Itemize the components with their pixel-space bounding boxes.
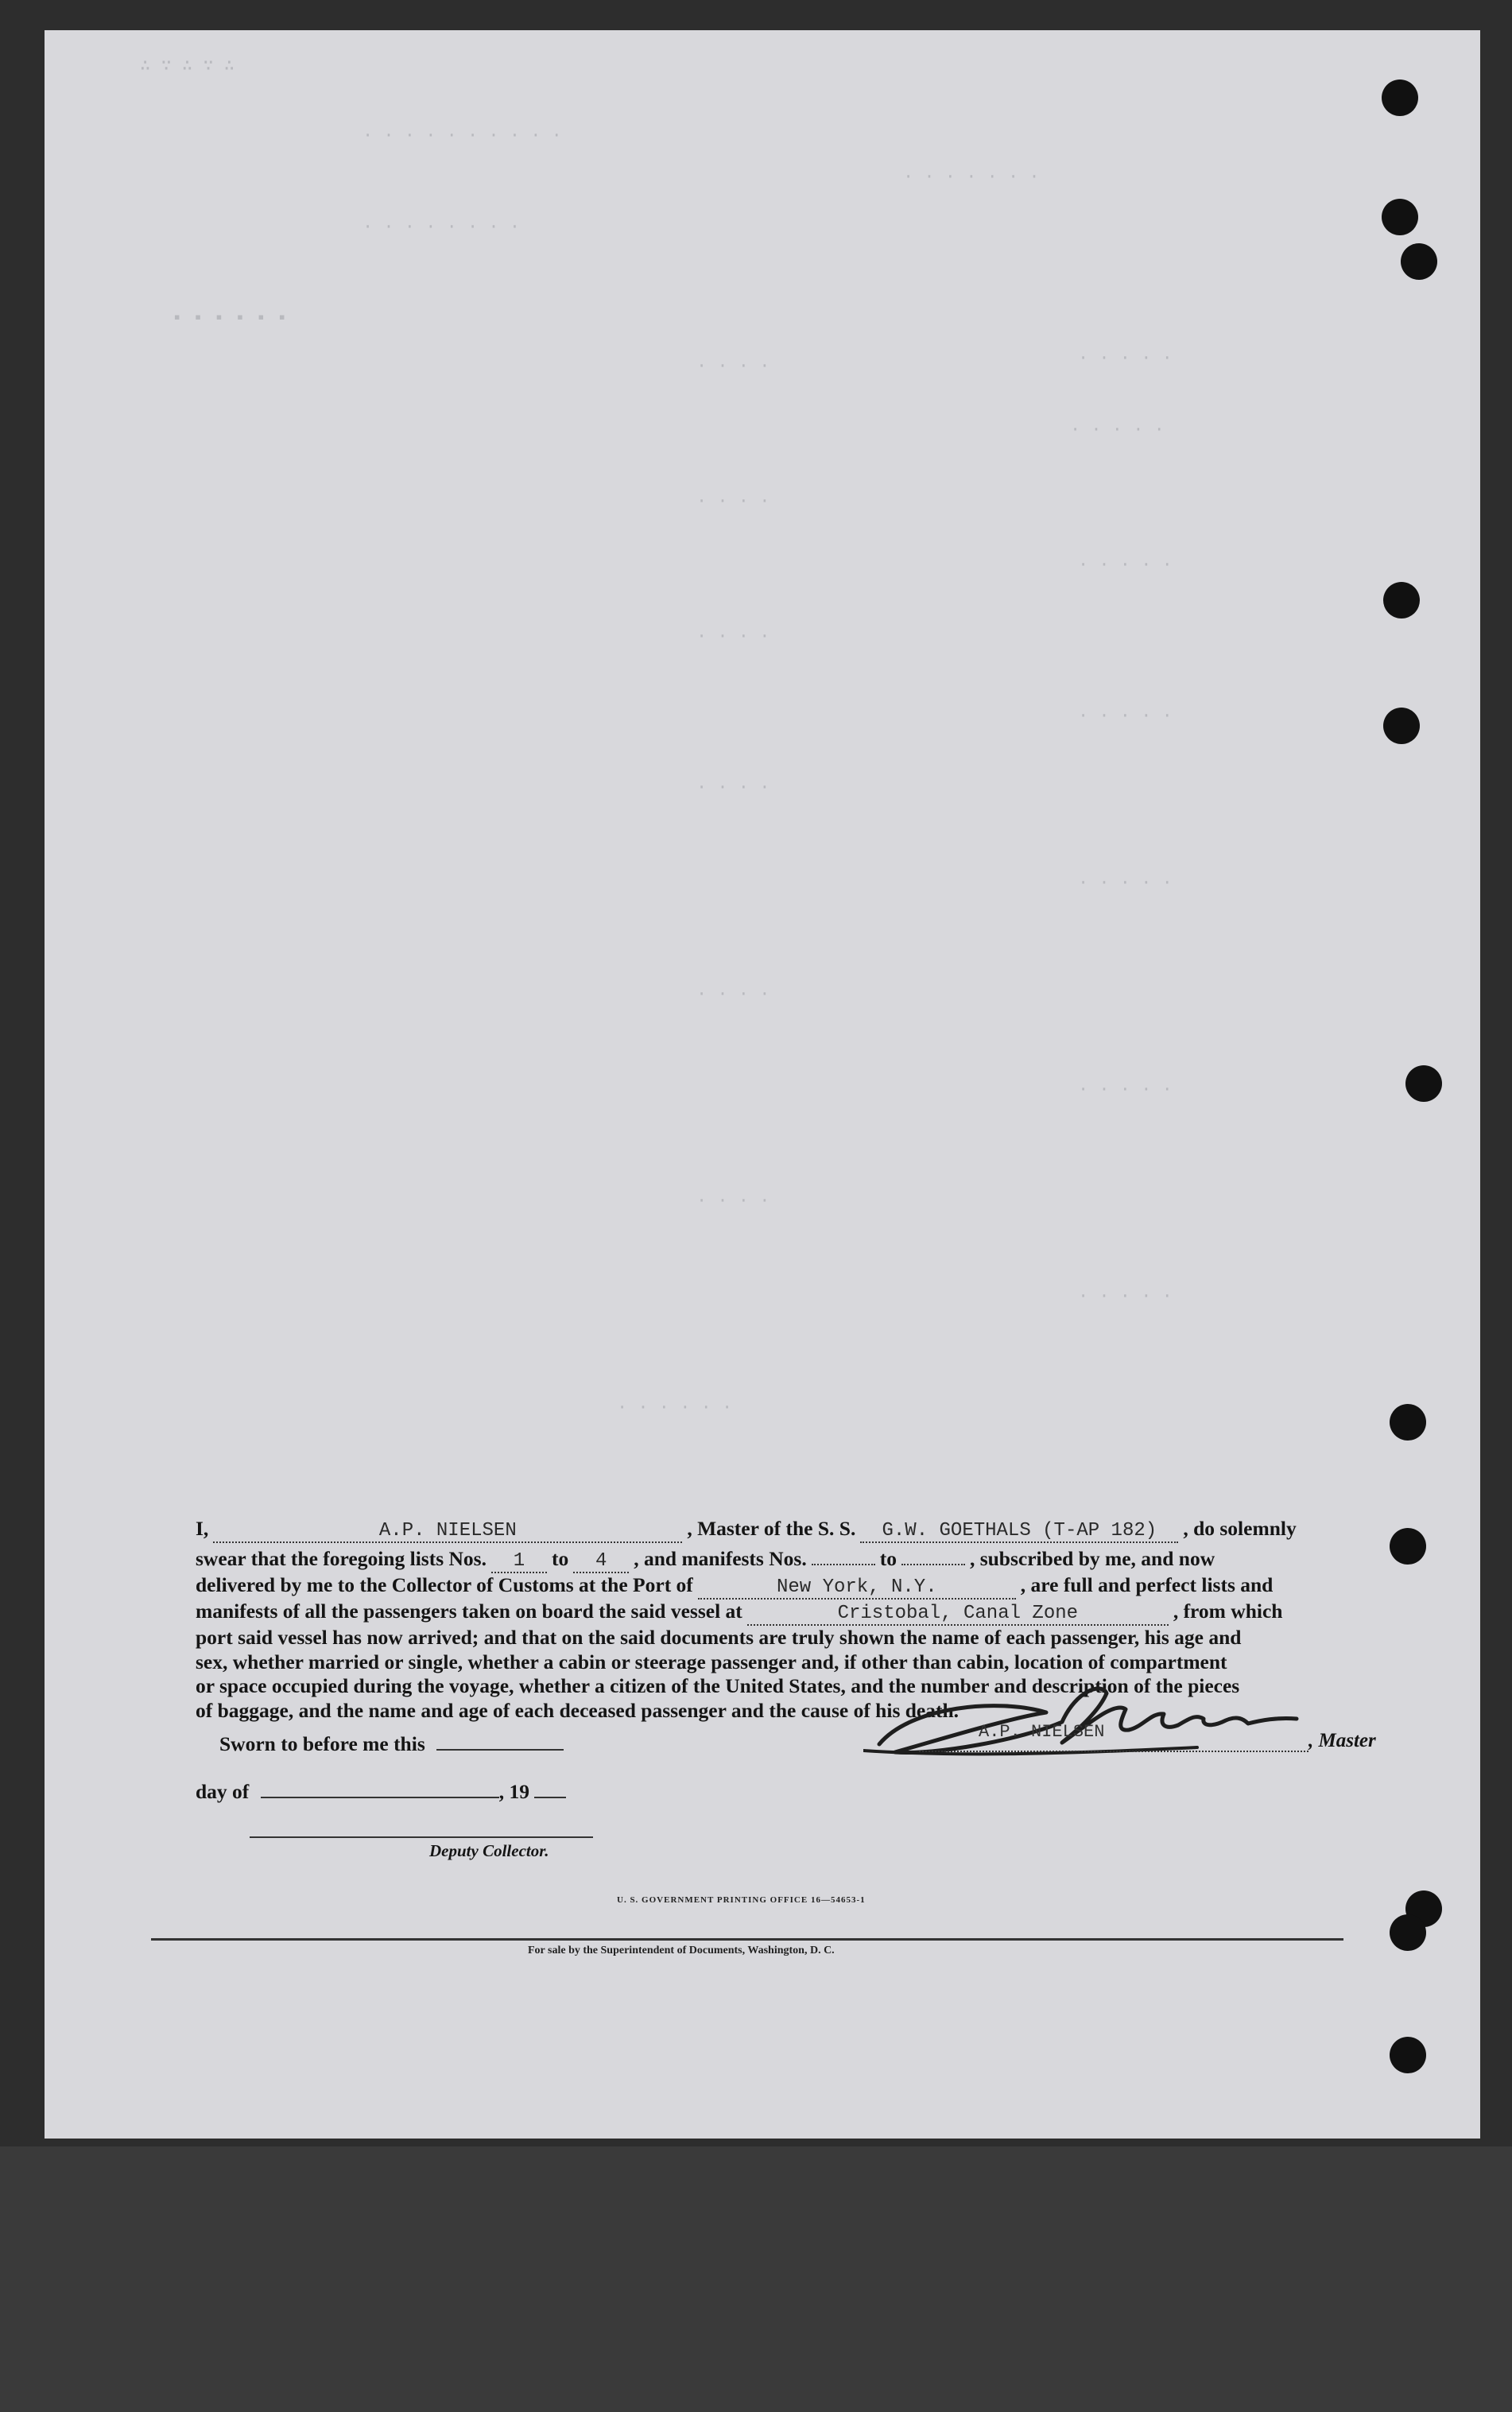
- oath-text: , and manifests Nos.: [634, 1547, 807, 1570]
- year-blank: [534, 1779, 566, 1798]
- day-of-label: day of: [196, 1780, 250, 1803]
- footer-rule: [151, 1938, 1343, 1941]
- year-label: , 19: [498, 1780, 529, 1803]
- bleed-through: · · · ·: [696, 1191, 770, 1211]
- bleed-through: ∴ ∵ ∴ ∵ ∴: [140, 56, 235, 76]
- oath-text: to: [551, 1547, 569, 1570]
- oath-line-5: port said vessel has now arrived; and that on the said documents are truly shown the name of each passenger, his age and: [196, 1626, 1242, 1649]
- oath-text: , subscribed by me, and now: [969, 1547, 1215, 1570]
- oath-line-3: [196, 1573, 1404, 1600]
- oath-line-7: or space occupied during the voyage, whether a citizen of the United States, and the number and description of the pieces: [196, 1674, 1240, 1697]
- oath-line-6: sex, whether married or single, whether a cabin or steerage passenger and, if other than cabin, location of compartment: [196, 1650, 1227, 1673]
- punch-hole: [1383, 582, 1420, 619]
- sworn-line: [219, 1731, 564, 1756]
- master-typed-name: A.P. NIELSEN: [979, 1722, 1105, 1742]
- oath-line-8: of baggage, and the name and age of each deceased passenger and the cause of his death.: [196, 1698, 960, 1722]
- oath-text: , Master of the S. S.: [687, 1517, 856, 1540]
- vessel-name-field: G.W. GOETHALS (T-AP 182): [860, 1521, 1178, 1543]
- handwritten-signature: [863, 1674, 1308, 1762]
- bleed-through: · · · · ·: [1078, 555, 1173, 575]
- deputy-collector-label: Deputy Collector.: [429, 1841, 549, 1860]
- bleed-through: · · · · ·: [1078, 1286, 1173, 1306]
- oath-line-4: [196, 1600, 1404, 1626]
- bleed-through: · · · · ·: [1078, 1080, 1173, 1099]
- bleed-through: · · · ·: [696, 491, 770, 511]
- oath-text: , are full and perfect lists and: [1020, 1573, 1274, 1596]
- oath-text: swear that the foregoing lists Nos.: [196, 1547, 487, 1570]
- bleed-through: · · · · · · · · · ·: [362, 126, 562, 145]
- manifest-from-field: [812, 1543, 875, 1565]
- sworn-label: Sworn to before me this: [219, 1732, 425, 1755]
- bleed-through: · · · · ·: [1078, 873, 1173, 893]
- month-blank: [261, 1779, 499, 1798]
- master-name-field: A.P. NIELSEN: [213, 1521, 682, 1543]
- manifest-to-field: [901, 1543, 965, 1565]
- departure-port-field: Cristobal, Canal Zone: [747, 1603, 1169, 1626]
- day-of-line: [196, 1779, 566, 1804]
- for-sale-notice: For sale by the Superintendent of Documents, Washington, D. C.: [528, 1945, 835, 1956]
- bleed-through: · · · ·: [696, 356, 770, 376]
- sworn-day-blank: [436, 1731, 564, 1751]
- bleed-through: · · · ·: [696, 984, 770, 1004]
- port-field: New York, N.Y.: [698, 1577, 1016, 1600]
- punch-hole: [1390, 2037, 1426, 2073]
- master-label: , Master: [1308, 1730, 1376, 1751]
- oath-text: , from which: [1173, 1600, 1283, 1623]
- bleed-through: · · · ·: [696, 626, 770, 646]
- bleed-through: · · · · · · ·: [903, 167, 1040, 187]
- punch-hole: [1382, 199, 1418, 235]
- punch-hole: [1405, 1065, 1442, 1102]
- punch-hole: [1401, 243, 1437, 280]
- oath-text: , do solemnly: [1183, 1517, 1297, 1540]
- oath-line-1: [196, 1517, 1404, 1543]
- master-signature-line: [919, 1751, 1308, 1752]
- bleed-through: ▪ ▪ ▪ ▪ ▪ ▪: [172, 308, 288, 328]
- bleed-through: · · · · · ·: [617, 1398, 733, 1417]
- punch-hole: [1390, 1914, 1426, 1951]
- oath-text: to: [879, 1547, 897, 1570]
- punch-hole: [1390, 1404, 1426, 1441]
- oath-text: delivered by me to the Collector of Customs at the Port of: [196, 1573, 693, 1596]
- oath-line-2: [196, 1543, 1404, 1573]
- bleed-through: · · · · ·: [1070, 420, 1165, 440]
- document-page: [45, 30, 1480, 2139]
- film-border: [0, 2146, 1512, 2412]
- punch-hole: [1382, 79, 1418, 116]
- bleed-through: · · · ·: [696, 778, 770, 797]
- printing-office-imprint: U. S. GOVERNMENT PRINTING OFFICE 16—54653-1: [617, 1895, 866, 1905]
- deputy-signature-line: [250, 1836, 593, 1838]
- oath-text: manifests of all the passengers taken on board the said vessel at: [196, 1600, 742, 1623]
- punch-hole: [1383, 708, 1420, 744]
- oath-text: I,: [196, 1517, 209, 1540]
- bleed-through: · · · · ·: [1078, 348, 1173, 368]
- list-to-field: 4: [573, 1551, 629, 1573]
- bleed-through: · · · · ·: [1078, 706, 1173, 726]
- bleed-through: · · · · · · · ·: [362, 217, 521, 237]
- list-from-field: 1: [491, 1551, 547, 1573]
